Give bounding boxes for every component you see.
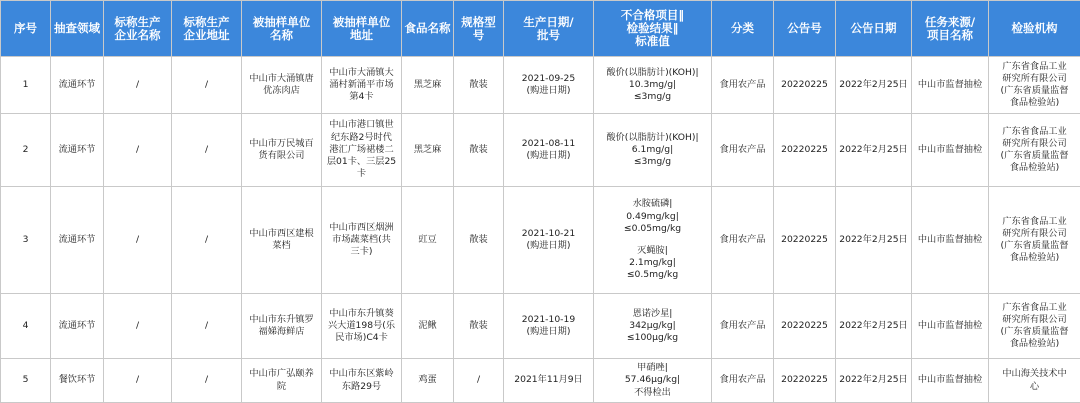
- cell-task-source: 中山市监督抽检: [912, 114, 989, 187]
- cell-producer: /: [104, 359, 172, 403]
- cell-failed-items: 恩诺沙星| 342μg/kg| ≤100μg/kg: [594, 294, 712, 359]
- table-row: [1, 187, 1080, 294]
- header-notice-no: 公告号: [774, 1, 836, 57]
- cell-food-name: 黑芝麻: [402, 57, 454, 114]
- cell-lab: 广东省食品工业 研究所有限公司 (广东省质量监督 食品检验站): [989, 114, 1080, 187]
- cell-producer-address: /: [172, 294, 242, 359]
- cell-date: 2021-08-11 (购进日期): [504, 114, 594, 187]
- cell-producer: /: [104, 57, 172, 114]
- header-failed-items: 不合格项目‖ 检验结果‖ 标准值: [594, 1, 712, 57]
- header-field: 抽查领域: [51, 1, 104, 57]
- header-task-source: 任务来源/ 项目名称: [912, 1, 989, 57]
- cell-sampled-unit-address: 中山市港口镇世 纪东路2号时代 港汇广场裙楼二 层01卡、三层25 卡: [322, 114, 402, 187]
- cell-notice-date: 2022年2月25日: [836, 294, 912, 359]
- cell-failed-items: 甲硝唑| 57.46μg/kg| 不得检出: [594, 359, 712, 403]
- cell-lab: 广东省食品工业 研究所有限公司 (广东省质量监督 食品检验站): [989, 187, 1080, 294]
- cell-category: 食用农产品: [712, 187, 774, 294]
- cell-date: 2021-10-19 (购进日期): [504, 294, 594, 359]
- cell-spec: 散装: [454, 57, 504, 114]
- cell-producer: /: [104, 187, 172, 294]
- cell-category: 食用农产品: [712, 359, 774, 403]
- header-category: 分类: [712, 1, 774, 57]
- cell-sampled-unit: 中山市万民城百 货有限公司: [242, 114, 322, 187]
- cell-sampled-unit: 中山市东升镇罗 福娣海鲜店: [242, 294, 322, 359]
- cell-notice-no: 20220225: [774, 359, 836, 403]
- cell-notice-no: 20220225: [774, 114, 836, 187]
- header-food-name: 食品名称: [402, 1, 454, 57]
- cell-date: 2021-10-21 (购进日期): [504, 187, 594, 294]
- cell-producer-address: /: [172, 57, 242, 114]
- table-body: [1, 57, 1080, 403]
- cell-notice-date: 2022年2月25日: [836, 57, 912, 114]
- cell-food-name: 豇豆: [402, 187, 454, 294]
- cell-spec: /: [454, 359, 504, 403]
- table-row: [1, 57, 1080, 114]
- cell-date: 2021年11月9日: [504, 359, 594, 403]
- table-row: [1, 294, 1080, 359]
- cell-spec: 散装: [454, 294, 504, 359]
- table-header: [1, 1, 1080, 57]
- cell-field: 流通环节: [51, 187, 104, 294]
- cell-field: 流通环节: [51, 57, 104, 114]
- cell-sampled-unit-address: 中山市东区紫岭 东路29号: [322, 359, 402, 403]
- cell-serial: 5: [1, 359, 51, 403]
- header-lab: 检验机构: [989, 1, 1080, 57]
- cell-task-source: 中山市监督抽检: [912, 359, 989, 403]
- cell-task-source: 中山市监督抽检: [912, 57, 989, 114]
- cell-category: 食用农产品: [712, 294, 774, 359]
- cell-sampled-unit: 中山市西区建根 菜档: [242, 187, 322, 294]
- header-producer: 标称生产 企业名称: [104, 1, 172, 57]
- cell-sampled-unit-address: 中山市西区烟洲 市场蔬菜档(共 三卡): [322, 187, 402, 294]
- cell-notice-no: 20220225: [774, 57, 836, 114]
- cell-failed-items: 酸价(以脂肪计)(KOH)| 10.3mg/g| ≤3mg/g: [594, 57, 712, 114]
- cell-lab: 中山海关技术中 心: [989, 359, 1080, 403]
- header-date: 生产日期/ 批号: [504, 1, 594, 57]
- cell-notice-no: 20220225: [774, 187, 836, 294]
- table-row: [1, 114, 1080, 187]
- cell-lab: 广东省食品工业 研究所有限公司 (广东省质量监督 食品检验站): [989, 294, 1080, 359]
- failed-item-2: 灭蝇胺| 2.1mg/kg| ≤0.5mg/kg: [596, 245, 709, 282]
- cell-serial: 1: [1, 57, 51, 114]
- header-notice-date: 公告日期: [836, 1, 912, 57]
- failed-item-1: 水胺硫磷| 0.49mg/kg| ≤0.05mg/kg: [596, 198, 709, 235]
- cell-lab: 广东省食品工业 研究所有限公司 (广东省质量监督 食品检验站): [989, 57, 1080, 114]
- cell-food-name: 黑芝麻: [402, 114, 454, 187]
- cell-serial: 2: [1, 114, 51, 187]
- cell-task-source: 中山市监督抽检: [912, 294, 989, 359]
- cell-producer-address: /: [172, 359, 242, 403]
- cell-producer: /: [104, 114, 172, 187]
- header-producer-address: 标称生产 企业地址: [172, 1, 242, 57]
- cell-notice-date: 2022年2月25日: [836, 359, 912, 403]
- cell-category: 食用农产品: [712, 57, 774, 114]
- cell-spec: 散装: [454, 114, 504, 187]
- cell-field: 流通环节: [51, 114, 104, 187]
- cell-failed-items: 酸价(以脂肪计)(KOH)| 6.1mg/g| ≤3mg/g: [594, 114, 712, 187]
- header-serial: 序号: [1, 1, 51, 57]
- cell-sampled-unit: 中山市大涌镇唐 优冻肉店: [242, 57, 322, 114]
- header-sampled-unit: 被抽样单位 名称: [242, 1, 322, 57]
- cell-notice-no: 20220225: [774, 294, 836, 359]
- cell-food-name: 鸡蛋: [402, 359, 454, 403]
- cell-field: 流通环节: [51, 294, 104, 359]
- cell-task-source: 中山市监督抽检: [912, 187, 989, 294]
- cell-date: 2021-09-25 (购进日期): [504, 57, 594, 114]
- cell-sampled-unit-address: 中山市大涌镇大 涌村新涌平市场 第4卡: [322, 57, 402, 114]
- cell-category: 食用农产品: [712, 114, 774, 187]
- cell-spec: 散装: [454, 187, 504, 294]
- cell-notice-date: 2022年2月25日: [836, 114, 912, 187]
- cell-producer: /: [104, 294, 172, 359]
- cell-failed-items: [594, 187, 712, 294]
- cell-sampled-unit: 中山市广弘颐养 院: [242, 359, 322, 403]
- header-sampled-unit-address: 被抽样单位 地址: [322, 1, 402, 57]
- cell-producer-address: /: [172, 114, 242, 187]
- header-spec: 规格型号: [454, 1, 504, 57]
- header-row: [1, 1, 1080, 57]
- cell-notice-date: 2022年2月25日: [836, 187, 912, 294]
- cell-serial: 4: [1, 294, 51, 359]
- cell-sampled-unit-address: 中山市东升镇葵 兴大道198号(乐 民市场)C4卡: [322, 294, 402, 359]
- cell-field: 餐饮环节: [51, 359, 104, 403]
- cell-serial: 3: [1, 187, 51, 294]
- cell-producer-address: /: [172, 187, 242, 294]
- cell-food-name: 泥鳅: [402, 294, 454, 359]
- table-row: [1, 359, 1080, 403]
